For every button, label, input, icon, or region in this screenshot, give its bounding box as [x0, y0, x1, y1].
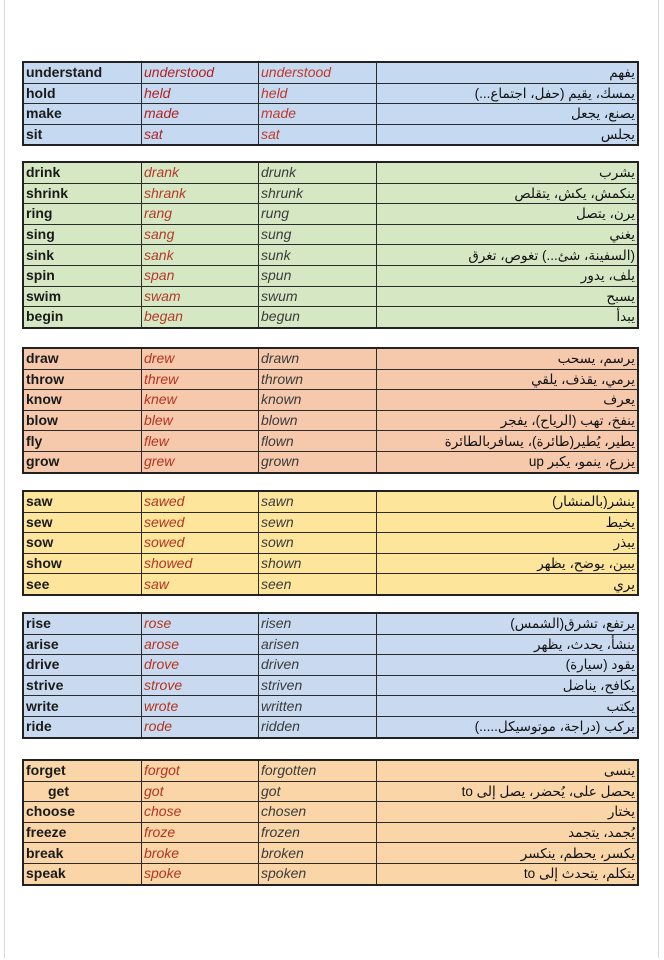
base-form: strive	[23, 675, 142, 696]
table-row	[23, 760, 638, 781]
base-form: write	[23, 696, 142, 717]
arabic-meaning: يشرب	[377, 162, 639, 183]
past-form: shrank	[142, 183, 259, 204]
table-row	[23, 533, 638, 554]
base-form: drink	[23, 162, 142, 183]
past-participle: arisen	[259, 634, 377, 655]
arabic-meaning: يرن، يتصل	[377, 204, 639, 225]
base-form: hold	[23, 83, 142, 104]
arabic-meaning: ينسى	[377, 760, 639, 781]
past-form: knew	[142, 390, 259, 411]
past-participle: broken	[259, 843, 377, 864]
past-participle: shown	[259, 553, 377, 574]
verb-group-4	[22, 490, 639, 596]
table-row	[23, 245, 638, 266]
table-row	[23, 162, 638, 183]
verb-group-2	[22, 161, 639, 329]
past-participle: chosen	[259, 802, 377, 823]
arabic-meaning: يطير، يُطير(طائرة)، يسافربالطائرة	[377, 431, 639, 452]
past-form: sowed	[142, 533, 259, 554]
past-participle: drunk	[259, 162, 377, 183]
past-form: broke	[142, 843, 259, 864]
verb-group-5	[22, 612, 639, 739]
past-participle: blown	[259, 410, 377, 431]
arabic-meaning: يركب (دراجة، موتوسيكل.....)	[377, 716, 639, 737]
past-participle: seen	[259, 574, 377, 595]
arabic-meaning: يكسر، يحطم، ينكسر	[377, 843, 639, 864]
base-form: sew	[23, 512, 142, 533]
past-form: drove	[142, 655, 259, 676]
base-form: see	[23, 574, 142, 595]
base-form: fly	[23, 431, 142, 452]
base-form: rise	[23, 613, 142, 634]
past-participle: sawn	[259, 491, 377, 512]
table-row	[23, 781, 638, 802]
base-form: drive	[23, 655, 142, 676]
past-form: froze	[142, 822, 259, 843]
base-form: make	[23, 104, 142, 125]
arabic-meaning: يسبح	[377, 286, 639, 307]
arabic-meaning: ينفخ، تهب (الرياح)، يفجر	[377, 410, 639, 431]
past-participle: spoken	[259, 863, 377, 884]
past-form: sawed	[142, 491, 259, 512]
table-row	[23, 307, 638, 328]
base-form: ring	[23, 204, 142, 225]
base-form: spin	[23, 265, 142, 286]
base-form: ride	[23, 716, 142, 737]
base-form: blow	[23, 410, 142, 431]
arabic-meaning: يقود (سيارة)	[377, 655, 639, 676]
past-form: got	[142, 781, 259, 802]
past-participle: swum	[259, 286, 377, 307]
past-form: rang	[142, 204, 259, 225]
past-form: sewed	[142, 512, 259, 533]
table-row	[23, 655, 638, 676]
table-row	[23, 451, 638, 472]
base-form: begin	[23, 307, 142, 328]
past-form: threw	[142, 369, 259, 390]
base-form: show	[23, 553, 142, 574]
table-row	[23, 286, 638, 307]
past-participle: sat	[259, 124, 377, 145]
arabic-meaning: يُجمد، يتجمد	[377, 822, 639, 843]
past-participle: known	[259, 390, 377, 411]
past-form: spoke	[142, 863, 259, 884]
arabic-meaning: يمسك، يقيم (حفل، اجتماع...)	[377, 83, 639, 104]
base-form: get	[23, 781, 142, 802]
table-row	[23, 634, 638, 655]
past-participle: thrown	[259, 369, 377, 390]
base-form: sit	[23, 124, 142, 145]
verb-group-1	[22, 61, 639, 146]
past-participle: frozen	[259, 822, 377, 843]
base-form: break	[23, 843, 142, 864]
arabic-meaning: يلف، يدور	[377, 265, 639, 286]
table-row	[23, 843, 638, 864]
table-row	[23, 124, 638, 145]
past-form: held	[142, 83, 259, 104]
arabic-meaning: يحصل على، يُحضر، يصل إلى to	[377, 781, 639, 802]
past-form: began	[142, 307, 259, 328]
base-form: sink	[23, 245, 142, 266]
past-form: showed	[142, 553, 259, 574]
table-row	[23, 491, 638, 512]
base-form: sing	[23, 224, 142, 245]
past-participle: held	[259, 83, 377, 104]
arabic-meaning: يرتفع، تشرق(الشمس)	[377, 613, 639, 634]
past-participle: forgotten	[259, 760, 377, 781]
table-row	[23, 369, 638, 390]
past-participle: flown	[259, 431, 377, 452]
past-participle: spun	[259, 265, 377, 286]
past-participle: striven	[259, 675, 377, 696]
past-participle: sunk	[259, 245, 377, 266]
past-form: blew	[142, 410, 259, 431]
table-row	[23, 802, 638, 823]
past-participle: made	[259, 104, 377, 125]
past-form: arose	[142, 634, 259, 655]
past-participle: sown	[259, 533, 377, 554]
past-form: rose	[142, 613, 259, 634]
past-form: sat	[142, 124, 259, 145]
table-row	[23, 348, 638, 369]
base-form: draw	[23, 348, 142, 369]
table-row	[23, 204, 638, 225]
table-row	[23, 431, 638, 452]
past-participle: drawn	[259, 348, 377, 369]
past-form: grew	[142, 451, 259, 472]
table-row	[23, 83, 638, 104]
past-participle: understood	[259, 62, 377, 83]
past-form: drew	[142, 348, 259, 369]
base-form: know	[23, 390, 142, 411]
table-row	[23, 574, 638, 595]
base-form: swim	[23, 286, 142, 307]
arabic-meaning: يغني	[377, 224, 639, 245]
arabic-meaning: يتكلم، يتحدث إلى to	[377, 863, 639, 884]
past-participle: risen	[259, 613, 377, 634]
base-form: grow	[23, 451, 142, 472]
table-row	[23, 696, 638, 717]
base-form: forget	[23, 760, 142, 781]
table-row	[23, 716, 638, 737]
table-row	[23, 62, 638, 83]
past-form: flew	[142, 431, 259, 452]
arabic-meaning: يبدأ	[377, 307, 639, 328]
past-form: forgot	[142, 760, 259, 781]
past-form: saw	[142, 574, 259, 595]
arabic-meaning: يرسم، يسحب	[377, 348, 639, 369]
past-participle: sewn	[259, 512, 377, 533]
arabic-meaning: يعرف	[377, 390, 639, 411]
table-row	[23, 613, 638, 634]
past-participle: grown	[259, 451, 377, 472]
table-row	[23, 265, 638, 286]
arabic-meaning: ينكمش، يكش، يتقلص	[377, 183, 639, 204]
table-row	[23, 224, 638, 245]
base-form: understand	[23, 62, 142, 83]
verb-group-6	[22, 759, 639, 886]
past-participle: driven	[259, 655, 377, 676]
arabic-meaning: يرمي، يقذف، يلقي	[377, 369, 639, 390]
table-row	[23, 512, 638, 533]
table-row	[23, 410, 638, 431]
arabic-meaning: يري	[377, 574, 639, 595]
past-form: strove	[142, 675, 259, 696]
base-form: choose	[23, 802, 142, 823]
base-form: speak	[23, 863, 142, 884]
base-form: freeze	[23, 822, 142, 843]
arabic-meaning: يزرع، ينمو، يكبر up	[377, 451, 639, 472]
arabic-meaning: يختار	[377, 802, 639, 823]
arabic-meaning: يبذر	[377, 533, 639, 554]
past-form: sang	[142, 224, 259, 245]
table-row	[23, 675, 638, 696]
table-row	[23, 822, 638, 843]
verb-group-3	[22, 347, 639, 474]
past-participle: got	[259, 781, 377, 802]
base-form: shrink	[23, 183, 142, 204]
arabic-meaning: يفهم	[377, 62, 639, 83]
table-row	[23, 183, 638, 204]
arabic-meaning: يبين، يوضح، يظهر	[377, 553, 639, 574]
base-form: throw	[23, 369, 142, 390]
base-form: saw	[23, 491, 142, 512]
arabic-meaning: يخيط	[377, 512, 639, 533]
past-form: wrote	[142, 696, 259, 717]
past-form: made	[142, 104, 259, 125]
past-form: chose	[142, 802, 259, 823]
table-row	[23, 390, 638, 411]
arabic-meaning: يكتب	[377, 696, 639, 717]
past-form: span	[142, 265, 259, 286]
arabic-meaning: يكافح، يناضل	[377, 675, 639, 696]
past-participle: written	[259, 696, 377, 717]
past-form: understood	[142, 62, 259, 83]
arabic-meaning: ينشأ، يحدث، يظهر	[377, 634, 639, 655]
past-form: swam	[142, 286, 259, 307]
past-participle: begun	[259, 307, 377, 328]
table-row	[23, 553, 638, 574]
arabic-meaning: (السفينة، شئ...) تغوص، تغرق	[377, 245, 639, 266]
past-form: rode	[142, 716, 259, 737]
past-participle: ridden	[259, 716, 377, 737]
past-form: sank	[142, 245, 259, 266]
arabic-meaning: يجلس	[377, 124, 639, 145]
past-participle: shrunk	[259, 183, 377, 204]
past-participle: rung	[259, 204, 377, 225]
arabic-meaning: ينشر(بالمنشار)	[377, 491, 639, 512]
past-form: drank	[142, 162, 259, 183]
past-participle: sung	[259, 224, 377, 245]
table-row	[23, 863, 638, 884]
table-row	[23, 104, 638, 125]
arabic-meaning: يصنع، يجعل	[377, 104, 639, 125]
base-form: arise	[23, 634, 142, 655]
base-form: sow	[23, 533, 142, 554]
